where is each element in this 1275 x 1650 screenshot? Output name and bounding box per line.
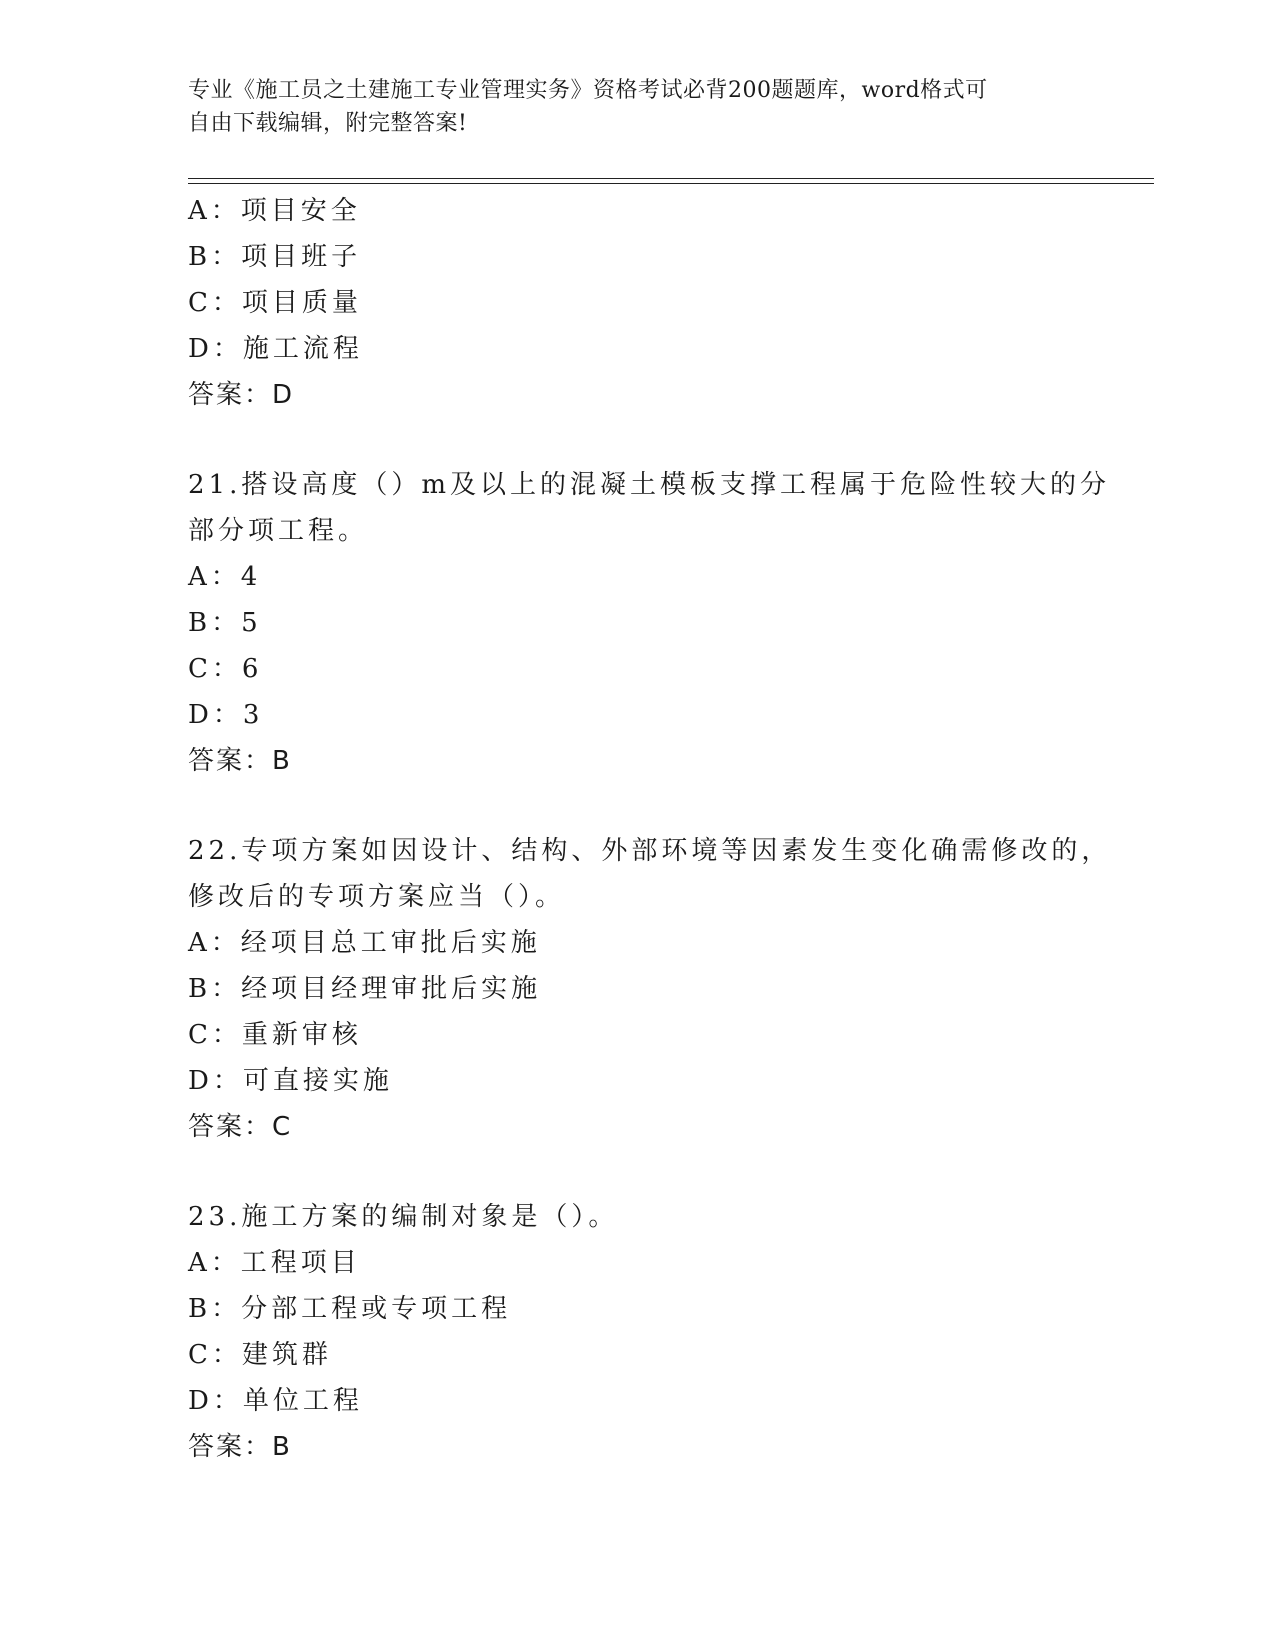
answer: 答案：C	[188, 1112, 293, 1142]
option-d: D：施工流程	[188, 334, 363, 364]
option-a: A：经项目总工审批后实施	[188, 928, 541, 958]
header-line-1: 专业《施工员之土建施工专业管理实务》资格考试必背200题题库，word格式可	[188, 78, 988, 103]
option-b: B：经项目经理审批后实施	[188, 974, 542, 1004]
option-d: D：3	[188, 700, 264, 730]
answer: 答案：B	[188, 746, 292, 776]
option-b: B：5	[188, 608, 262, 638]
question-text-line-1: 21.搭设高度（）m及以上的混凝土模板支撑工程属于危险性较大的分	[188, 470, 1111, 500]
answer: 答案：D	[188, 380, 295, 410]
answer: 答案：B	[188, 1432, 292, 1462]
spacer	[188, 418, 1088, 462]
option-b: B：分部工程或专项工程	[188, 1294, 512, 1324]
spacer	[188, 1150, 1088, 1194]
question-text-line-2: 部分项工程。	[188, 516, 369, 546]
option-c: C：建筑群	[188, 1340, 332, 1370]
option-d: D：单位工程	[188, 1386, 363, 1416]
spacer	[188, 784, 1088, 828]
header-rule-top	[188, 178, 1154, 179]
option-c: C：重新审核	[188, 1020, 362, 1050]
option-c: C：项目质量	[188, 288, 362, 318]
option-a: A：工程项目	[188, 1248, 361, 1278]
option-d: D：可直接实施	[188, 1066, 393, 1096]
option-a: A：项目安全	[188, 196, 361, 226]
question-22	[188, 828, 1112, 1150]
option-b: B：项目班子	[188, 242, 362, 272]
header-rule-bottom	[188, 183, 1154, 184]
question-23	[188, 1194, 1088, 1470]
option-c: C：6	[188, 654, 263, 684]
question-20	[188, 188, 1088, 418]
question-list	[188, 188, 1112, 1470]
option-a: A：4	[188, 562, 262, 592]
header-line-2: 自由下载编辑，附完整答案!	[188, 111, 468, 136]
question-text-line-1: 22.专项方案如因设计、结构、外部环境等因素发生变化确需修改的，	[188, 836, 1112, 866]
question-21	[188, 462, 1111, 784]
document-header	[188, 74, 1068, 140]
question-text-line-1: 23.施工方案的编制对象是（）。	[188, 1202, 619, 1232]
question-text-line-2: 修改后的专项方案应当（）。	[188, 882, 566, 912]
